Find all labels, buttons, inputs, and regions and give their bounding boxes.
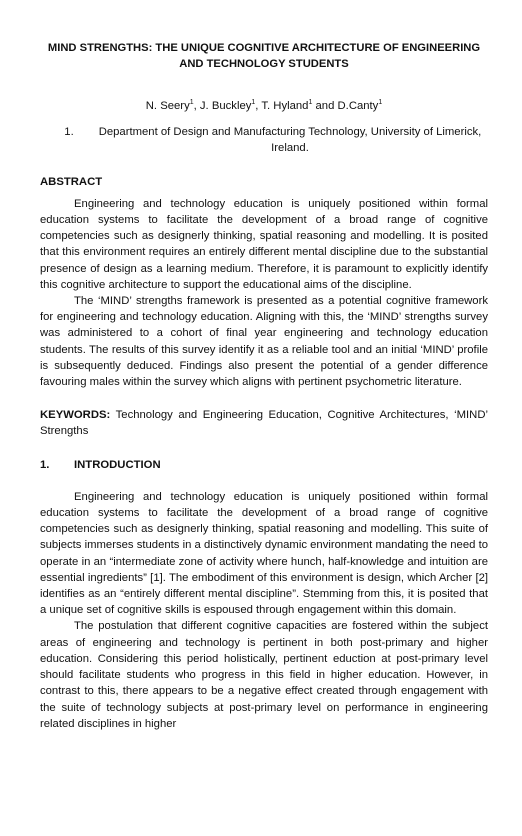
author-separator: , <box>255 100 262 112</box>
section-title: INTRODUCTION <box>74 458 161 471</box>
section-heading <box>40 457 488 473</box>
abstract-paragraph: Engineering and technology education is uniquely positioned within formal education systems to facilitate the development of a broad range of cognitive competencies such as designerly thinking, spatial reasoning and modelling. It is posited that this environment requires an entirely different mental discipline due to the substantial presence of design as a learning medium. Therefore, it is paramount to explicitly identify this cognitive architecture to support the educational aims of the discipline. <box>40 197 488 291</box>
author-affiliation-mark: 1 <box>251 99 256 107</box>
author-separator: and <box>312 100 338 112</box>
author-name: J. Buckley <box>199 100 252 112</box>
affiliation <box>40 124 488 156</box>
keywords <box>40 407 488 439</box>
author-separator: , <box>193 100 200 112</box>
body-paragraph: Engineering and technology education is uniquely positioned within formal education systems to facilitate the development of a broad range of cognitive competencies such as designerly thinking, spatial reasoning and modelling. This suite of subjects immerses students in a distinctively dynamic environment mandating the need to operate in an “intermediate zone of activity where hunch, half-knowledge and intuition are essential ingredients” [1]. The embodiment of this environment is design, which Archer [2] identifies as an “entirely different mental discipline”. Stemming from this, it is posited that a unique set of cognitive skills is espoused through engagement within this domain. <box>40 490 488 617</box>
paper-title: MIND STRENGTHS: THE UNIQUE COGNITIVE ARCHITECTURE OF ENGINEERING AND TECHNOLOGY STUDENTS <box>47 42 481 70</box>
keywords-text: Technology and Engineering Education, Cognitive Architectures, ‘MIND’ Strengths <box>40 409 488 438</box>
keywords-label: KEYWORDS: <box>40 409 111 422</box>
author-name: T. Hyland <box>261 100 309 112</box>
author-name: D.Canty <box>337 100 379 112</box>
affiliation-number: 1. <box>64 126 74 139</box>
affiliation-text: Department of Design and Manufacturing Technology, University of Limerick, Ireland. <box>98 126 482 155</box>
abstract-heading: ABSTRACT <box>40 175 103 188</box>
author-affiliation-mark: 1 <box>378 99 383 107</box>
author-name: N. Seery <box>145 100 190 112</box>
author-affiliation-mark: 1 <box>189 99 194 107</box>
section-number: 1. <box>40 458 50 471</box>
author-list <box>40 98 488 114</box>
body-paragraph: The postulation that different cognitive capacities are fostered within the subject areas of engineering and technology is pertinent in both post-primary and higher education. Considering this period holistically, pertinent eduction at post-primary level should facilitate students who progress in this field in higher education. However, in contrast to this, there appears to be a negative effect created through engagement with the suite of technology subjects at post-primary level on performance in engineering related disciplines in higher <box>40 620 488 730</box>
author-affiliation-mark: 1 <box>308 99 313 107</box>
abstract-paragraph: The ‘MIND’ strengths framework is presented as a potential cognitive framework for engineering and technology education. Aligning with this, the ‘MIND’ strengths survey was administered to a cohort of final year engineering and technology education students. The results of this survey identify it as a reliable tool and an initial ‘MIND’ profile is subsequently deduced. Findings also present the potential of a gender difference favouring males within the survey which aligns with pertinent psychometric literature. <box>40 295 488 389</box>
